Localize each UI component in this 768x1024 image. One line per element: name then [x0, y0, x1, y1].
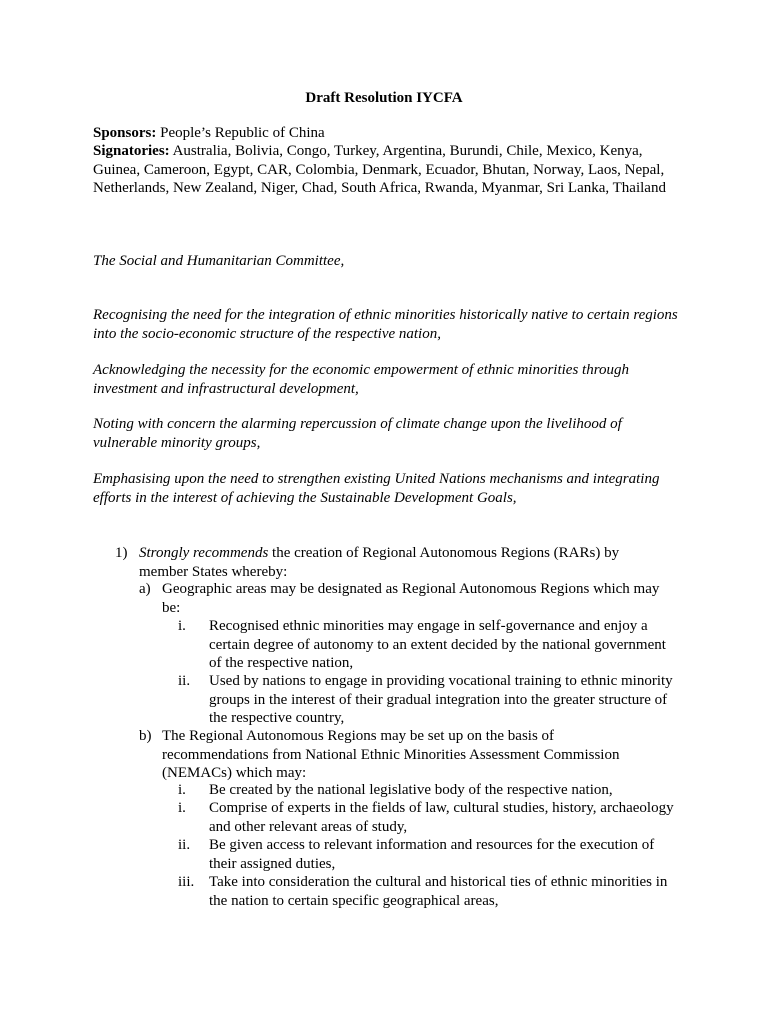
- preambulatory-clause: Acknowledging the necessity for the economic empowerment of ethnic minorities through investment and infrastructural development,: [93, 362, 629, 397]
- sub-sub-clause-text: Comprise of experts in the fields of law, cultural studies, history, archaeology and other relevant areas of study,: [209, 800, 674, 835]
- sub-sub-clause-text: Recognised ethnic minorities may engage in self-governance and enjoy a certain degree of autonomy to an extent decided by the national government of the respective nation,: [209, 618, 666, 671]
- document-title: Draft Resolution IYCFA: [305, 90, 463, 106]
- sub-clause-letter: a): [139, 581, 151, 597]
- sponsors-value: People’s Republic of China: [156, 125, 325, 141]
- operative-text: the creation of Regional Autonomous Regions (RARs) by member States whereby:: [139, 545, 620, 580]
- clause-number: 1): [115, 545, 128, 561]
- sub-sub-clause-number: ii.: [178, 673, 191, 689]
- sub-sub-clause-text: Take into consideration the cultural and historical ties of ethnic minorities in the nation to certain specific geographical areas,: [209, 874, 668, 909]
- sub-sub-clause-text: Be given access to relevant information and resources for the execution of their assigned duties,: [209, 837, 655, 872]
- signatories-label: Signatories:: [93, 143, 170, 159]
- preambulatory-clause: Noting with concern the alarming repercussion of climate change upon the livelihood of vulnerable minority groups,: [93, 416, 622, 451]
- sub-sub-clause-text: Be created by the national legislative body of the respective nation,: [209, 782, 613, 798]
- sponsors-line: [93, 124, 683, 143]
- signatories-value: Australia, Bolivia, Congo, Turkey, Argentina, Burundi, Chile, Mexico, Kenya, Guinea, Cameroon, Egypt, CAR, Colombia, Denmark, Ecuador, Bhutan, Norway, Laos, Nepal, Netherlands, New Zealand, Niger, Chad, South Africa, Rwanda, Myanmar, Sri Lanka, Thailand: [93, 143, 666, 196]
- operative-phrase: Strongly recommends: [139, 545, 269, 561]
- sub-sub-clause-number: i.: [178, 800, 186, 816]
- sub-sub-clause-text: Used by nations to engage in providing vocational training to ethnic minority groups in the interest of their gradual integration into the greater structure of the respective country,: [209, 673, 673, 726]
- preambulatory-clause: Recognising the need for the integration of ethnic minorities historically native to certain regions into the socio-economic structure of the respective nation,: [93, 307, 678, 342]
- committee-line: The Social and Humanitarian Committee,: [93, 253, 345, 269]
- operative-clause: [139, 544, 659, 581]
- sub-sub-clause-number: iii.: [178, 874, 195, 890]
- signatories-paragraph: [93, 142, 683, 198]
- sub-clause-letter: b): [139, 728, 152, 744]
- sub-sub-clause-number: i.: [178, 782, 186, 798]
- preambulatory-clause: Emphasising upon the need to strengthen existing United Nations mechanisms and integrating efforts in the interest of achieving the Sustainable Development Goals,: [93, 471, 660, 506]
- sponsors-label: Sponsors:: [93, 125, 157, 141]
- sub-clause-text: The Regional Autonomous Regions may be set up on the basis of recommendations from National Ethnic Minorities Assessment Commission (NEMACs) which may:: [162, 728, 620, 781]
- sub-sub-clause-number: ii.: [178, 837, 191, 853]
- sub-sub-clause-number: i.: [178, 618, 186, 634]
- sub-clause-text: Geographic areas may be designated as Regional Autonomous Regions which may be:: [162, 581, 660, 616]
